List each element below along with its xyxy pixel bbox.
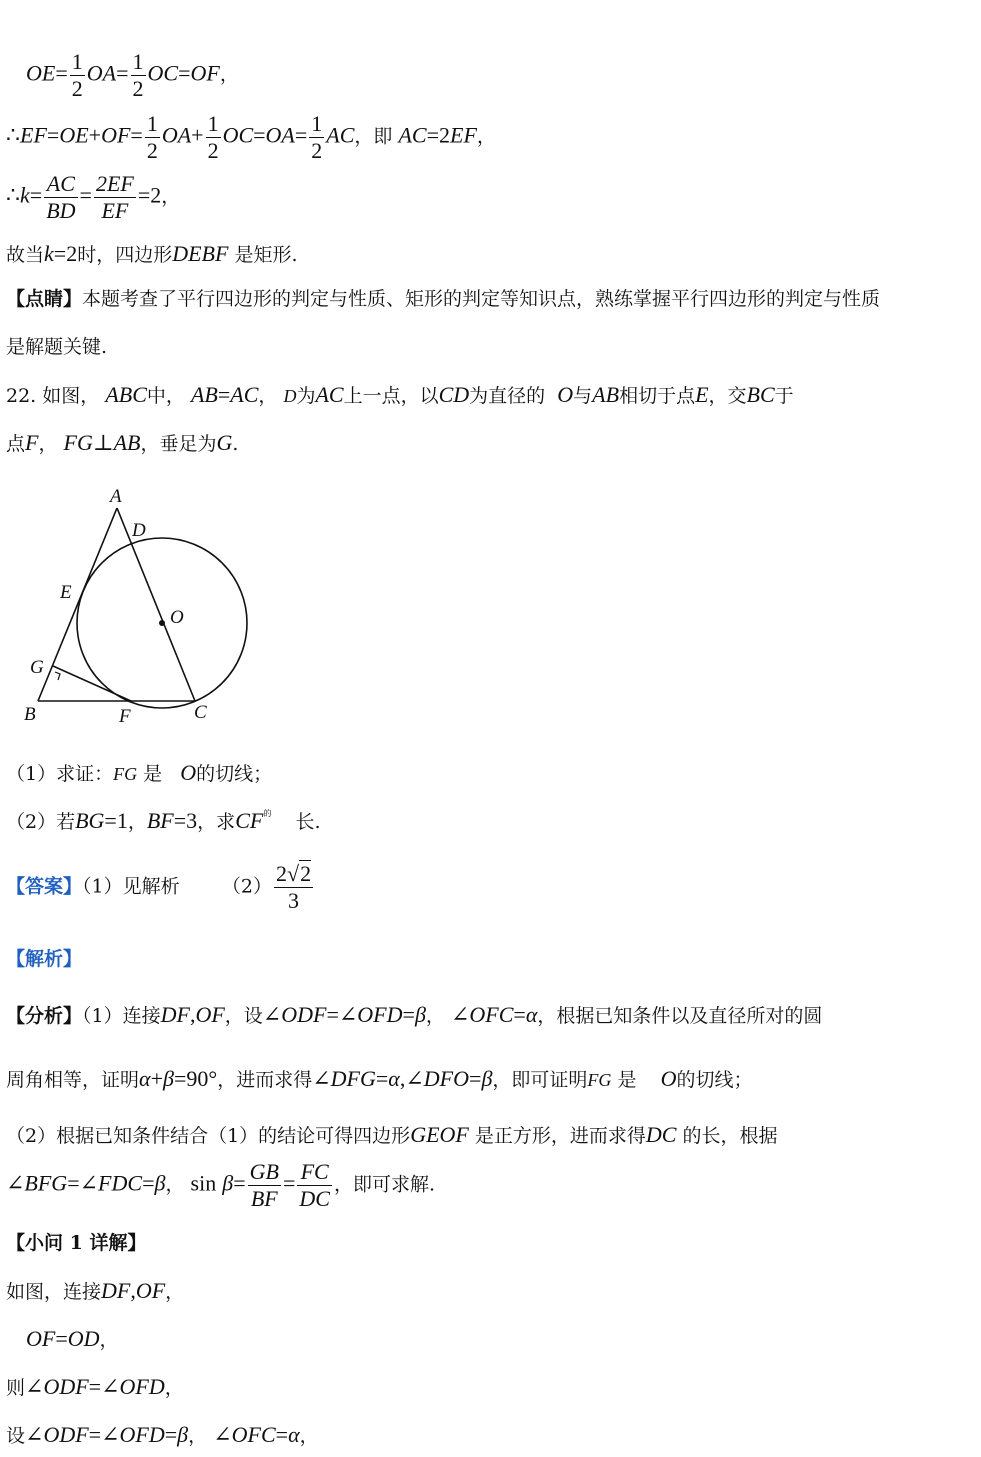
fraction-ac-bd: $\frac{AC}{BD}$ bbox=[46, 171, 76, 224]
answer-tag: 【答案】 bbox=[6, 875, 83, 898]
segment-ac bbox=[117, 508, 195, 701]
analysis-tag: 【解析】 bbox=[6, 948, 83, 970]
equation-line-1: OE= $\frac{1}{2}$ OA= $\frac{1}{2}$ OC=OF， bbox=[26, 49, 239, 102]
part-2: （2）若BG=1，BF=3，求$CF^的$ 长. bbox=[6, 808, 321, 833]
label-d: D bbox=[132, 520, 146, 541]
center-point bbox=[159, 620, 165, 626]
fraction-half: $\frac{1}{2}$ bbox=[207, 111, 219, 164]
fraction-gb-bf: $\frac{GB}{BF}$ bbox=[249, 1159, 279, 1212]
analysis-line-4: ∠BFG=∠FDC=β， sin β= $\frac{GB}{BF}$ = $\frac{FC}{DC}$ ，即可求解. bbox=[6, 1159, 435, 1212]
part-1: （1）求证：FG 是 O的切线； bbox=[6, 760, 273, 785]
right-angle-mark bbox=[55, 672, 60, 680]
label-b: B bbox=[24, 704, 36, 725]
detail-line-1: 如图，连接DF,OF， bbox=[6, 1278, 185, 1303]
fraction-half: $\frac{1}{2}$ bbox=[311, 111, 323, 164]
fraction-2ef-ef: $\frac{2EF}{EF}$ bbox=[95, 171, 134, 224]
label-e: E bbox=[60, 582, 72, 603]
conclusion-line: 故当k=2时，四边形DEBF 是矩形. bbox=[6, 241, 298, 266]
analysis-line-3: （2）根据已知条件结合（1）的结论可得四边形GEOF 是正方形，进而求得DC 的长，根据 bbox=[6, 1122, 778, 1147]
fraction-half: $\frac{1}{2}$ bbox=[132, 49, 144, 102]
comment-line-1: 【点睛】本题考查了平行四边形的判定与性质、矩形的判定等知识点，熟练掌握平行四边形的判定与性质 bbox=[6, 288, 881, 310]
question-22-line-1: 22. 如图， ABC中， AB=AC， D为AC上一点，以CD为直径的 O与AB相切于点E，交BC于 bbox=[6, 382, 794, 407]
segment-ab bbox=[38, 508, 117, 701]
detail-tag: 【小问 1 详解】 bbox=[6, 1232, 147, 1254]
label-f: F bbox=[119, 706, 131, 727]
fraction-answer: $\frac{2√2}{3}$ bbox=[275, 861, 312, 914]
detail-line-3: 则∠ODF=∠OFD， bbox=[6, 1374, 184, 1399]
fraction-half: $\frac{1}{2}$ bbox=[71, 49, 83, 102]
fraction-half: $\frac{1}{2}$ bbox=[146, 111, 158, 164]
equation-line-2: ∴EF=OE+OF= $\frac{1}{2}$ OA+ $\frac{1}{2}$ OC=OA= $\frac{1}{2}$ AC，即 AC=2EF， bbox=[6, 111, 496, 164]
label-a: A bbox=[110, 486, 122, 507]
comment-line-2: 是解题关键. bbox=[6, 336, 108, 358]
label-g: G bbox=[30, 657, 44, 678]
question-22-line-2: 点F， FG⊥AB，垂足为G. bbox=[6, 430, 239, 455]
equation-line-3: ∴k= $\frac{AC}{BD}$ = $\frac{2EF}{EF}$ =2， bbox=[6, 171, 181, 224]
fraction-fc-dc: $\frac{FC}{DC}$ bbox=[299, 1159, 330, 1212]
comment-tag: 【点睛】 bbox=[6, 288, 83, 310]
label-c: C bbox=[194, 702, 207, 723]
label-o: O bbox=[170, 607, 184, 628]
analysis-line-1: 【分析】（1）连接DF,OF，设∠ODF=∠OFD=β， ∠OFC=α，根据已知条件以及直径所对的圆 bbox=[6, 1002, 823, 1027]
answer-line: 【答案】（1）见解析 （2） $\frac{2√2}{3}$ bbox=[6, 861, 312, 914]
geometry-figure bbox=[18, 478, 258, 728]
detail-line-4: 设∠ODF=∠OFD=β， ∠OFC=α， bbox=[6, 1422, 319, 1447]
detail-line-2: OF=OD， bbox=[26, 1326, 119, 1351]
analysis-line-2: 周角相等，证明α+β=90°，进而求得∠DFG=α,∠DFO=β，即可证明FG 是 O的切线； bbox=[6, 1066, 753, 1091]
